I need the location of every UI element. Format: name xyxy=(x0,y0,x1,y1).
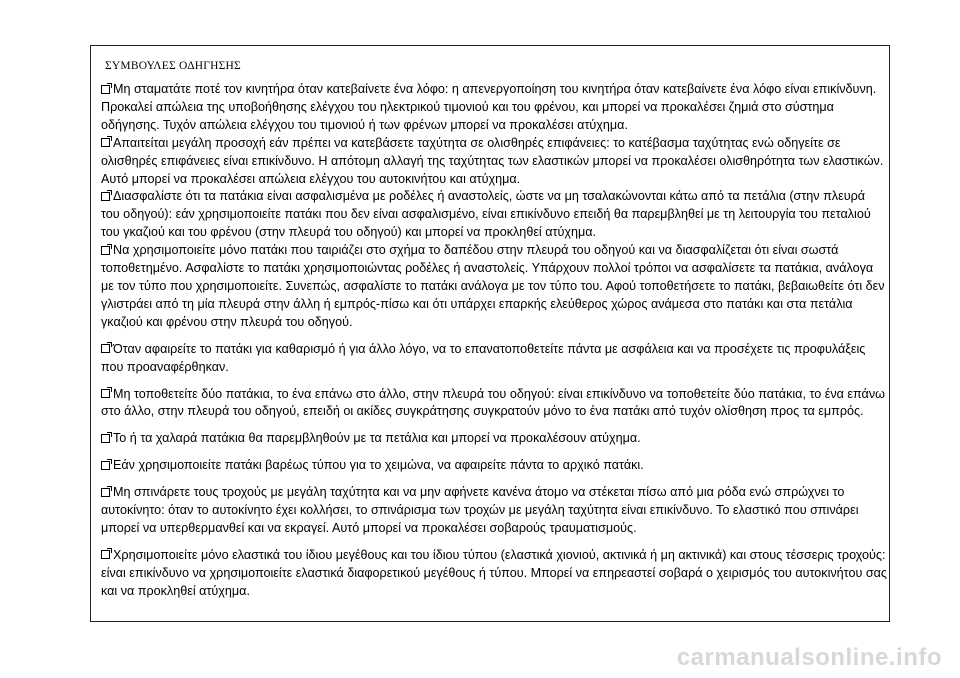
note-text: Όταν αφαιρείτε το πατάκι για καθαρισμό ή για άλλο λόγο, να το επανατοποθετείτε πάντα με ασφάλεια και να προσέχετε τις προφυλάξεις που προαναφέρθηκαν. xyxy=(101,341,866,374)
note-bullet-icon xyxy=(101,85,110,94)
note-text: Μη τοποθετείτε δύο πατάκια, το ένα επάνω στο άλλο, στην πλευρά του οδηγού: είναι επικίνδυνο να τοποθετείτε δύο πατάκια, το ένα επάνω στο άλλο, στην πλευρά του οδηγού, επειδή οι ακίδες συγκράτησης συγκρατούν μόνο το ένα πατάκι από τυχόν ολίσθηση προς τα εμπρός. xyxy=(101,386,885,419)
note-engine-downhill xyxy=(101,81,887,135)
note-bullet-icon xyxy=(101,246,110,255)
note-text: Μη σπινάρετε τους τροχούς με μεγάλη ταχύτητα και να μην αφήνετε κανένα άτομο να στέκεται πίσω από μια ρόδα ενώ σπρώχνει το αυτοκίνητο: όταν το αυτοκίνητο έχει κολλήσει, το σπινάρισμα των τροχών με μεγάλη ταχύτητα είναι επικίνδυνο. Το ελαστικό που σπινάρει μπορεί να υπερθερμανθεί και να εκραγεί. Αυτό μπορεί να προκαλέσει σοβαρούς τραυματισμούς. xyxy=(101,485,859,535)
note-bullet-icon xyxy=(101,488,110,497)
section-title: ΣΥΜΒΟΥΛΕΣ ΟΔΗΓΗΣΗΣ xyxy=(105,60,241,72)
note-text: Χρησιμοποιείτε μόνο ελαστικά του ίδιου μεγέθους και του ίδιου τύπου (ελαστικά χιονιού, ακτινικά ή μη ακτινικά) και στους τέσσερις τροχούς: είναι επικίνδυνο να χρησιμοποιείτε ελαστικά διαφορετικού μεγέθους ή τύπου. Μπορεί να επηρεαστεί σοβαρά ο χειρισμός του αυτοκινήτου σας και να προκληθεί ατύχημα. xyxy=(101,547,887,598)
driving-tips-list xyxy=(101,81,887,601)
note-winter-mat xyxy=(101,457,887,475)
note-text: Το ή τα χαλαρά πατάκια θα παρεμβληθούν με τα πετάλια και μπορεί να προκαλέσουν ατύχημα. xyxy=(113,431,641,446)
note-floor-mat-secured xyxy=(101,188,887,242)
note-bullet-icon xyxy=(101,389,110,398)
watermark: carmanualsonline.info xyxy=(676,644,942,671)
note-bullet-icon xyxy=(101,344,110,353)
note-double-mats xyxy=(101,386,887,422)
note-same-tyres xyxy=(101,547,887,601)
note-text: Απαιτείται μεγάλη προσοχή εάν πρέπει να κατεβάσετε ταχύτητα σε ολισθηρές επιφάνειες: το κατέβασμα ταχύτητας ενώ οδηγείτε σε ολισθηρές επιφάνειες είναι επικίνδυνο. Η απότομη αλλαγή της ταχύτητας των ελαστικών μπορεί να προκαλέσει ολισθηρότητα των ελαστικών. Αυτό μπορεί να προκαλέσει απώλεια ελέγχου του αυτοκινήτου και ατύχημα. xyxy=(101,135,884,186)
note-bullet-icon xyxy=(101,138,110,147)
note-text: Διασφαλίστε ότι τα πατάκια είναι ασφαλισμένα με ροδέλες ή αναστολείς, ώστε να μη τσαλακώνονται κάτω από τα πετάλια (στην πλευρά του οδηγού): εάν χρησιμοποιείτε πατάκι που δεν είναι ασφαλισμένο, είναι επικίνδυνο επειδή θα παρεμβληθεί με τη λειτουργία του πεταλιού του γκαζιού και του φρένου (στην πλευρά του οδηγού) και μπορεί να προκληθεί ατύχημα. xyxy=(101,189,871,240)
note-text: Εάν χρησιμοποιείτε πατάκι βαρέως τύπου για το χειμώνα, να αφαιρείτε πάντα το αρχικό πατάκι. xyxy=(113,458,644,473)
note-text: Μη σταματάτε ποτέ τον κινητήρα όταν κατεβαίνετε ένα λόφο: η απενεργοποίηση του κινητήρα όταν κατεβαίνετε ένα λόφο είναι επικίνδυνη. Προκαλεί απώλεια της υποβοήθησης ελέγχου του ηλεκτρικού τιμονιού και του φρένου, και μπορεί να προκαλέσει ζημιά στο σύστημα οδήγησης. Τυχόν απώλεια ελέγχου του τιμονιού ή των φρένων μπορεί να προκαλέσει ατύχημα. xyxy=(101,82,877,132)
note-floor-mat-fit xyxy=(101,242,887,332)
note-bullet-icon xyxy=(101,461,110,470)
note-floor-mat-reinstall xyxy=(101,341,887,377)
note-wheel-spin xyxy=(101,484,887,538)
note-bullet-icon xyxy=(101,550,110,559)
note-loose-mats xyxy=(101,430,887,448)
note-bullet-icon xyxy=(101,434,110,443)
note-downshift-slippery xyxy=(101,135,887,189)
note-bullet-icon xyxy=(101,192,110,201)
note-text: Να χρησιμοποιείτε μόνο πατάκι που ταιριάζει στο σχήμα το δαπέδου στην πλευρά του οδηγού και να διασφαλίζεται ότι είναι σωστά τοποθετημένο. Ασφαλίστε το πατάκι χρησιμοποιώντας ροδέλες ή αναστολείς. Υπάρχουν πολλοί τρόποι να ασφαλίσετε τα πατάκια, ανάλογα με τον τύπο που χρησιμοποιείτε. Συνεπώς, ασφαλίστε το πατάκι ανάλογα με τον τύπο του. Αφού τοποθετήσετε το πατάκι, βεβαιωθείτε ότι δεν γλιστράει από τη μία πλευρά στην άλλη ή εμπρός-πίσω και ότι υπάρχει επαρκής ελεύθερος χώρος ανάμεσα στο πατάκι και στα πετάλια γκαζιού και φρένου στην πλευρά του οδηγού. xyxy=(101,243,885,329)
